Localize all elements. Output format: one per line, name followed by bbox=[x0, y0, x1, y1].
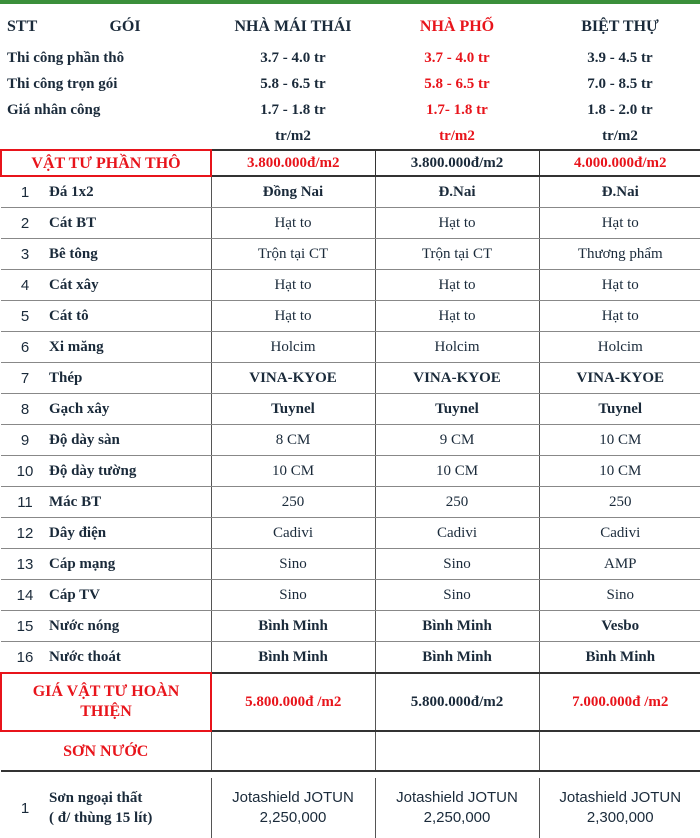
raw-material-price: 4.000.000đ/m2 bbox=[539, 150, 700, 176]
header-nha-mai-thai: NHÀ MÁI THÁI bbox=[234, 18, 352, 35]
material-row bbox=[1, 425, 700, 456]
price-table bbox=[0, 8, 700, 838]
material-value: Bình Minh bbox=[375, 611, 539, 642]
top-accent-line bbox=[0, 0, 700, 4]
material-value: Sino bbox=[375, 549, 539, 580]
paint-row bbox=[1, 778, 700, 838]
paint-value: Jotashield JOTUN 2,250,000 bbox=[211, 778, 375, 838]
material-row bbox=[1, 487, 700, 518]
material-name: Cát tô bbox=[49, 301, 211, 332]
material-row bbox=[1, 642, 700, 674]
paint-value: Jotashield JOTUN 2,250,000 bbox=[375, 778, 539, 838]
material-value: Bình Minh bbox=[539, 642, 700, 674]
material-value: VINA-KYOE bbox=[375, 363, 539, 394]
paint-section bbox=[1, 731, 700, 771]
raw-material-section bbox=[1, 150, 700, 176]
material-number: 9 bbox=[1, 425, 49, 456]
material-value: Thương phẩm bbox=[539, 239, 700, 270]
material-value: AMP bbox=[539, 549, 700, 580]
paint-value: Jotashield JOTUN 2,300,000 bbox=[539, 778, 700, 838]
material-name: Cát xây bbox=[49, 270, 211, 301]
material-value: Hạt to bbox=[539, 270, 700, 301]
unit-label: tr/m2 bbox=[275, 127, 311, 144]
material-number: 16 bbox=[1, 642, 49, 674]
material-row bbox=[1, 611, 700, 642]
material-number: 7 bbox=[1, 363, 49, 394]
material-value: Hạt to bbox=[211, 270, 375, 301]
material-value: 10 CM bbox=[211, 456, 375, 487]
material-value: VINA-KYOE bbox=[211, 363, 375, 394]
price-value: 5.8 - 6.5 tr bbox=[260, 75, 326, 92]
price-value: 1.7 - 1.8 tr bbox=[260, 101, 326, 118]
material-number: 11 bbox=[1, 487, 49, 518]
price-row bbox=[1, 45, 700, 71]
material-value: Cadivi bbox=[539, 518, 700, 549]
header-stt: STT bbox=[7, 18, 38, 35]
material-value: Bình Minh bbox=[211, 642, 375, 674]
price-value: 7.0 - 8.5 tr bbox=[587, 75, 653, 92]
material-value: Hạt to bbox=[375, 270, 539, 301]
material-name: Nước nóng bbox=[49, 611, 211, 642]
material-name: Mác BT bbox=[49, 487, 211, 518]
price-label: Thi công trọn gói bbox=[7, 75, 118, 92]
material-name: Cáp mạng bbox=[49, 549, 211, 580]
material-value: Holcim bbox=[539, 332, 700, 363]
material-name: Nước thoát bbox=[49, 642, 211, 674]
material-value: Vesbo bbox=[539, 611, 700, 642]
price-label: Thi công phần thô bbox=[7, 49, 125, 66]
material-value: VINA-KYOE bbox=[539, 363, 700, 394]
material-number: 10 bbox=[1, 456, 49, 487]
material-value: Sino bbox=[375, 580, 539, 611]
material-row bbox=[1, 332, 700, 363]
material-row bbox=[1, 270, 700, 301]
material-number: 4 bbox=[1, 270, 49, 301]
raw-material-label: VẬT TƯ PHẦN THÔ bbox=[1, 150, 211, 176]
material-value: 9 CM bbox=[375, 425, 539, 456]
unit-label: tr/m2 bbox=[602, 127, 638, 144]
material-value: Trộn tại CT bbox=[375, 239, 539, 270]
finish-material-section bbox=[1, 673, 700, 731]
material-row bbox=[1, 208, 700, 239]
material-value: Đ.Nai bbox=[375, 176, 539, 208]
material-name: Thép bbox=[49, 363, 211, 394]
material-row bbox=[1, 363, 700, 394]
material-name: Độ dày sàn bbox=[49, 425, 211, 456]
material-value: Tuynel bbox=[375, 394, 539, 425]
material-row bbox=[1, 301, 700, 332]
price-row bbox=[1, 71, 700, 97]
material-name: Đá 1x2 bbox=[49, 176, 211, 208]
price-value: 5.8 - 6.5 tr bbox=[424, 75, 490, 92]
price-value: 1.8 - 2.0 tr bbox=[587, 101, 653, 118]
header-goi: GÓI bbox=[109, 18, 141, 35]
raw-material-price: 3.800.000đ/m2 bbox=[375, 150, 539, 176]
materials-list bbox=[1, 176, 700, 673]
material-value: 250 bbox=[539, 487, 700, 518]
material-number: 3 bbox=[1, 239, 49, 270]
price-value: 3.7 - 4.0 tr bbox=[424, 49, 490, 66]
finish-material-price: 5.800.000đ /m2 bbox=[211, 673, 375, 731]
material-value: Trộn tại CT bbox=[211, 239, 375, 270]
material-value: Đồng Nai bbox=[211, 176, 375, 208]
material-value: 250 bbox=[375, 487, 539, 518]
paint-row-name: Sơn ngoại thất ( đ/ thùng 15 lít) bbox=[49, 790, 153, 826]
material-value: Tuynel bbox=[539, 394, 700, 425]
material-value: Sino bbox=[211, 580, 375, 611]
material-number: 12 bbox=[1, 518, 49, 549]
material-value: Hạt to bbox=[539, 208, 700, 239]
material-value: 10 CM bbox=[375, 456, 539, 487]
material-value: Hạt to bbox=[375, 208, 539, 239]
material-name: Gạch xây bbox=[49, 394, 211, 425]
material-value: Sino bbox=[539, 580, 700, 611]
material-number: 8 bbox=[1, 394, 49, 425]
header-row bbox=[1, 8, 700, 45]
material-value: 250 bbox=[211, 487, 375, 518]
price-label: Giá nhân công bbox=[7, 101, 101, 118]
material-value: Hạt to bbox=[539, 301, 700, 332]
material-name: Dây điện bbox=[49, 518, 211, 549]
finish-material-label: GIÁ VẬT TƯ HOÀN THIỆN bbox=[1, 673, 211, 731]
unit-row bbox=[1, 123, 700, 150]
finish-material-price: 5.800.000đ/m2 bbox=[375, 673, 539, 731]
paint-row-number: 1 bbox=[20, 799, 30, 817]
material-value: Cadivi bbox=[375, 518, 539, 549]
material-value: Holcim bbox=[375, 332, 539, 363]
material-value: Bình Minh bbox=[375, 642, 539, 674]
material-row bbox=[1, 549, 700, 580]
header-biet-thu: BIỆT THỰ bbox=[581, 18, 659, 35]
material-number: 1 bbox=[1, 176, 49, 208]
price-row bbox=[1, 97, 700, 123]
price-value: 3.7 - 4.0 tr bbox=[260, 49, 326, 66]
material-value: Tuynel bbox=[211, 394, 375, 425]
price-value: 3.9 - 4.5 tr bbox=[587, 49, 653, 66]
unit-label: tr/m2 bbox=[439, 127, 475, 144]
material-value: Hạt to bbox=[375, 301, 539, 332]
material-name: Xi măng bbox=[49, 332, 211, 363]
material-value: Hạt to bbox=[211, 208, 375, 239]
material-value: 10 CM bbox=[539, 425, 700, 456]
material-name: Cát BT bbox=[49, 208, 211, 239]
material-row bbox=[1, 176, 700, 208]
material-value: 10 CM bbox=[539, 456, 700, 487]
material-value: 8 CM bbox=[211, 425, 375, 456]
paint-section-label: SƠN NƯỚC bbox=[1, 731, 211, 771]
raw-material-price: 3.800.000đ/m2 bbox=[211, 150, 375, 176]
material-number: 5 bbox=[1, 301, 49, 332]
material-value: Bình Minh bbox=[211, 611, 375, 642]
header-nha-pho: NHÀ PHỐ bbox=[419, 18, 495, 35]
material-number: 15 bbox=[1, 611, 49, 642]
material-row bbox=[1, 518, 700, 549]
material-value: Cadivi bbox=[211, 518, 375, 549]
material-row bbox=[1, 456, 700, 487]
material-name: Độ dày tường bbox=[49, 456, 211, 487]
material-name: Cáp TV bbox=[49, 580, 211, 611]
material-value: Hạt to bbox=[211, 301, 375, 332]
material-number: 13 bbox=[1, 549, 49, 580]
material-value: Sino bbox=[211, 549, 375, 580]
material-name: Bê tông bbox=[49, 239, 211, 270]
material-row bbox=[1, 394, 700, 425]
material-number: 6 bbox=[1, 332, 49, 363]
price-value: 1.7- 1.8 tr bbox=[426, 101, 488, 118]
material-row bbox=[1, 580, 700, 611]
material-value: Holcim bbox=[211, 332, 375, 363]
finish-material-price: 7.000.000đ /m2 bbox=[539, 673, 700, 731]
material-number: 2 bbox=[1, 208, 49, 239]
material-row bbox=[1, 239, 700, 270]
material-number: 14 bbox=[1, 580, 49, 611]
material-value: Đ.Nai bbox=[539, 176, 700, 208]
